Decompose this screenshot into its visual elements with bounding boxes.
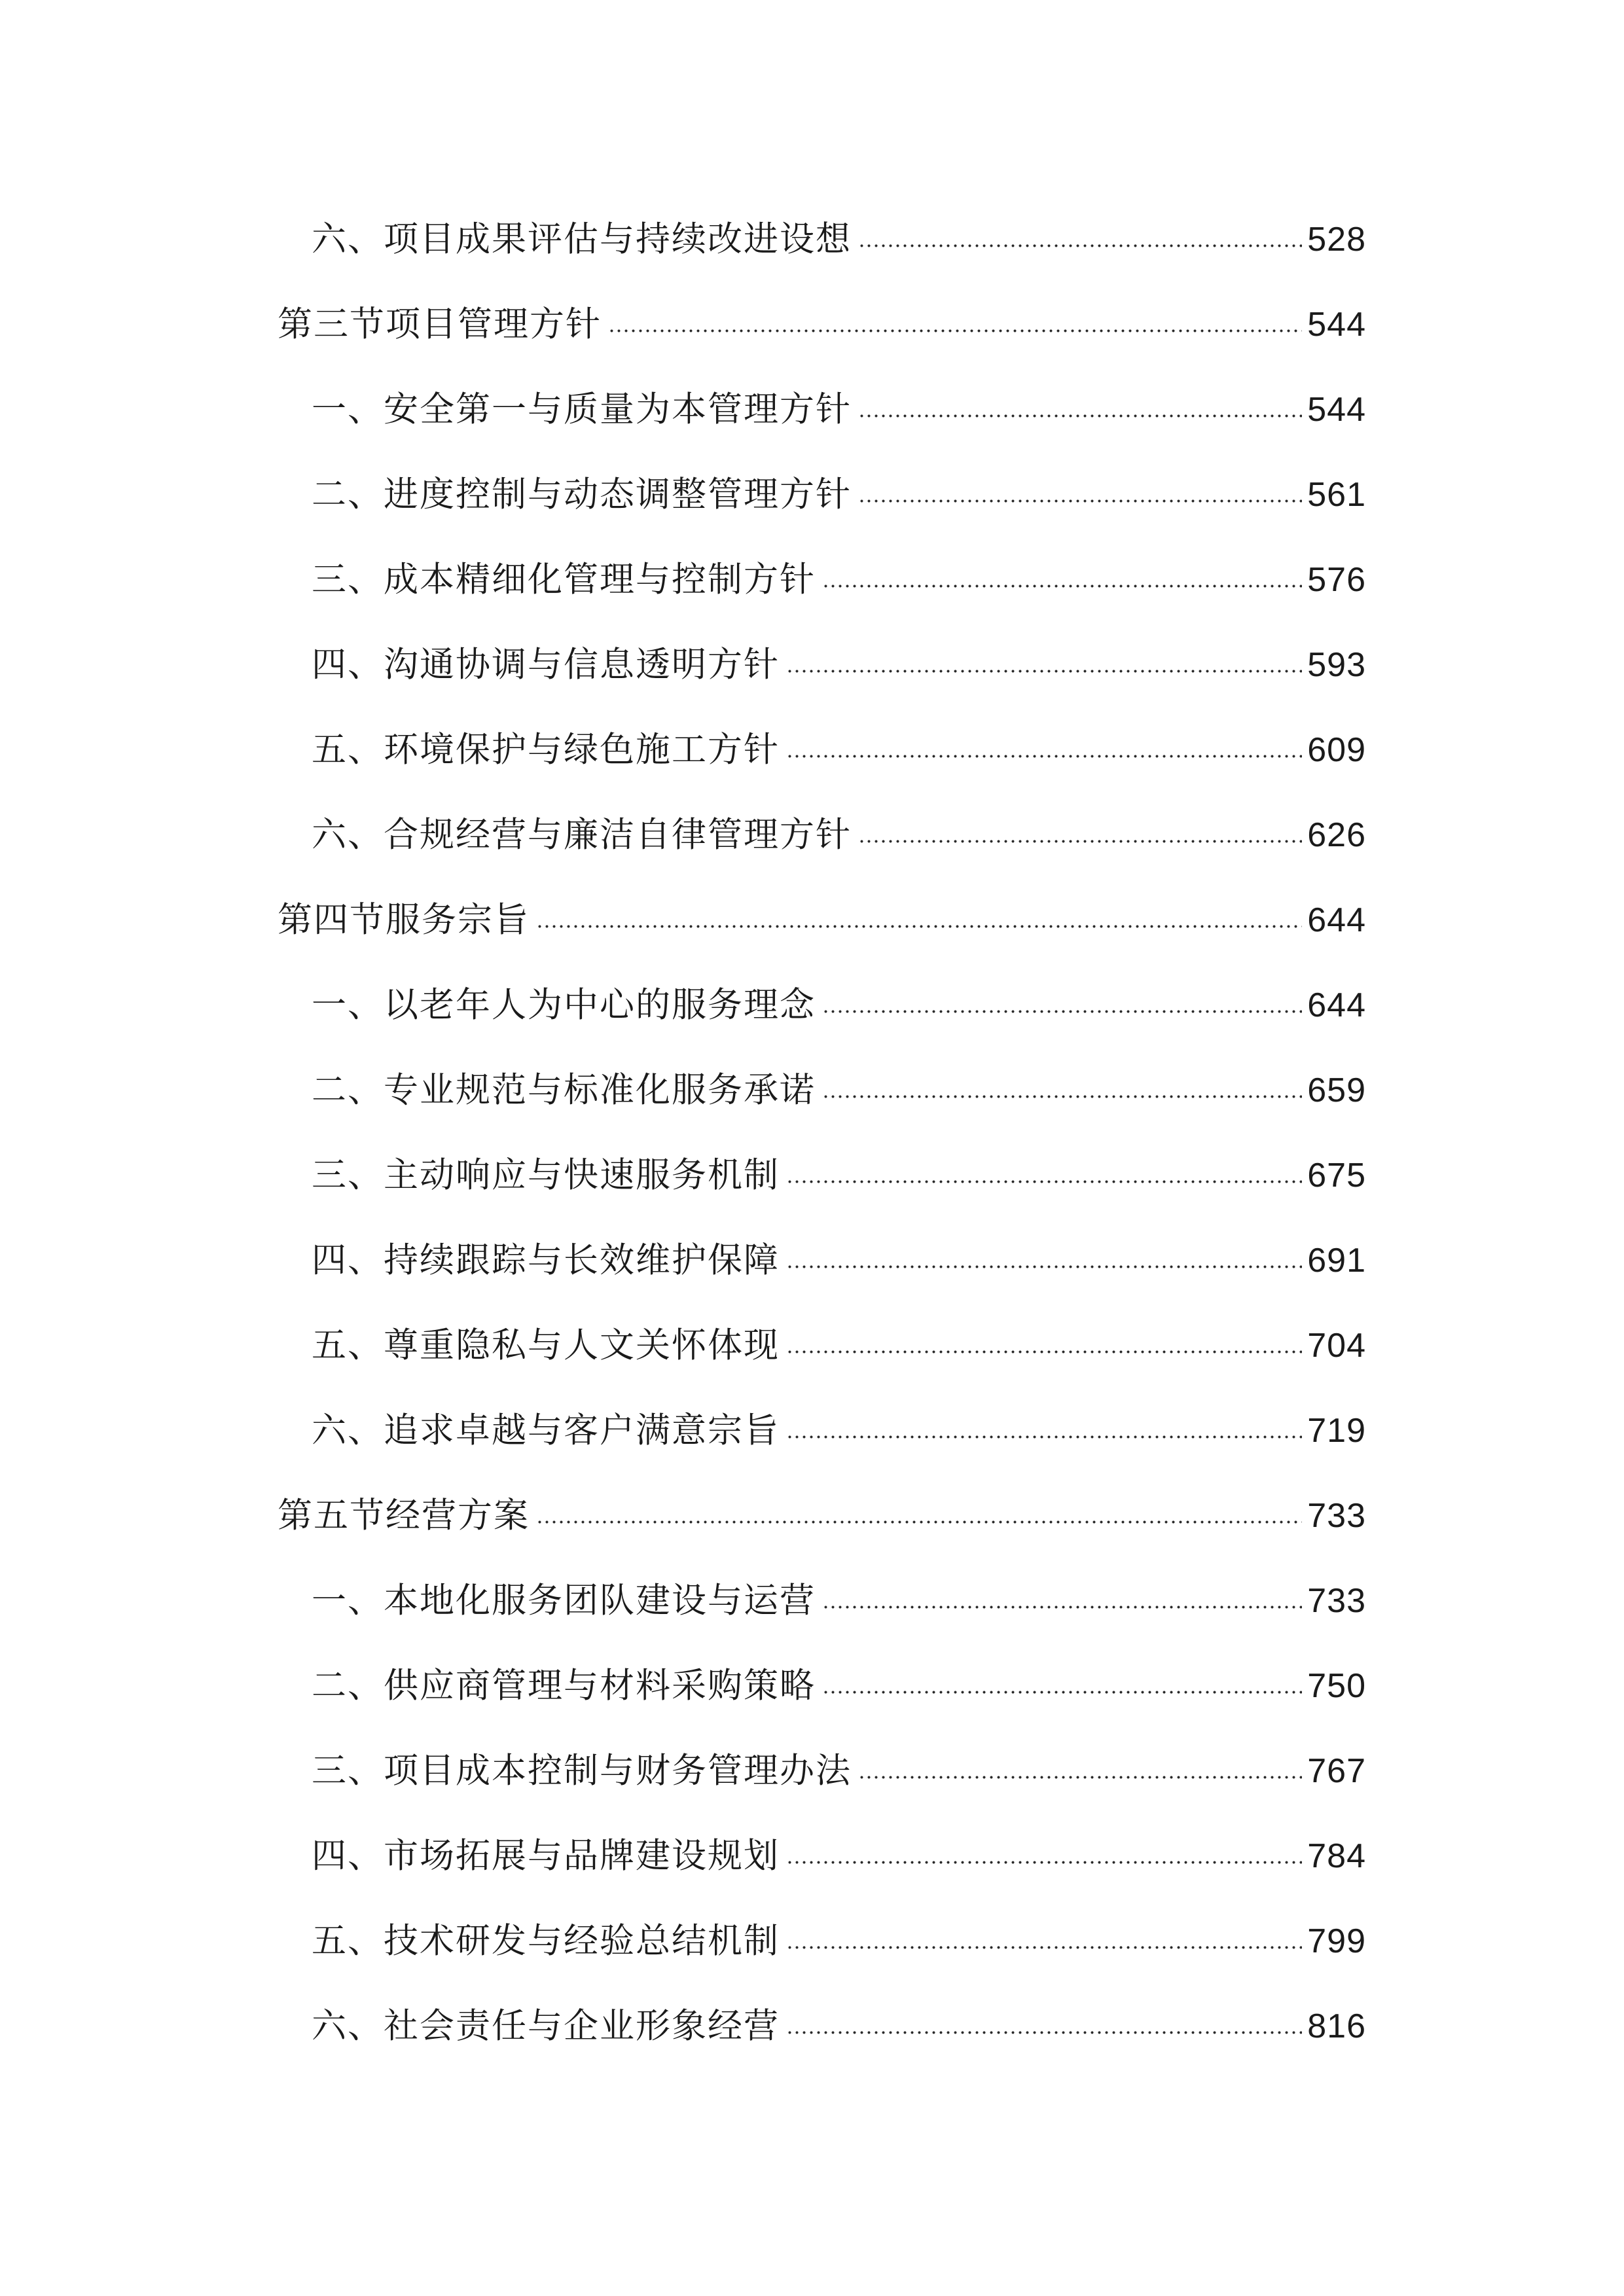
dot-leader: [536, 1520, 1302, 1524]
toc-entry-page: 733: [1307, 1582, 1366, 1620]
toc-entry-title: 二、供应商管理与材料采购策略: [312, 1666, 816, 1706]
toc-entry[interactable]: [312, 1915, 1366, 1967]
toc-entry[interactable]: [312, 979, 1366, 1031]
toc-entry-page: 799: [1307, 1922, 1366, 1960]
toc-entry-page: 528: [1307, 221, 1366, 259]
dot-leader: [858, 840, 1302, 843]
dot-leader: [786, 1861, 1302, 1864]
toc-entry-title: 四、持续跟踪与长效维护保障: [312, 1240, 780, 1280]
dot-leader: [786, 1946, 1302, 1949]
toc-entry[interactable]: [278, 298, 1366, 351]
toc-entry-page: 733: [1307, 1497, 1366, 1535]
dot-leader: [822, 1010, 1302, 1013]
toc-entry[interactable]: [312, 213, 1366, 266]
dot-leader: [786, 1265, 1302, 1268]
toc-entry[interactable]: [312, 1319, 1366, 1372]
toc-entry-page: 644: [1307, 986, 1366, 1024]
toc-entry-page: 704: [1307, 1327, 1366, 1365]
toc-entry[interactable]: [278, 1490, 1366, 1542]
toc-entry-page: 576: [1307, 561, 1366, 599]
toc-entry[interactable]: [312, 1405, 1366, 1457]
dot-leader: [786, 1435, 1302, 1439]
toc-entry-title: 二、进度控制与动态调整管理方针: [312, 475, 852, 514]
toc-entry-title: 二、专业规范与标准化服务承诺: [312, 1070, 816, 1110]
toc-entry[interactable]: [312, 1745, 1366, 1797]
toc-entry-title: 六、项目成果评估与持续改进设想: [312, 219, 852, 259]
toc-entry-title: 五、环境保护与绿色施工方针: [312, 730, 780, 770]
toc-entry-title: 五、技术研发与经验总结机制: [312, 1921, 780, 1961]
dot-leader: [786, 670, 1302, 673]
dot-leader: [786, 1350, 1302, 1354]
toc-entry[interactable]: [312, 639, 1366, 691]
dot-leader: [858, 244, 1302, 247]
toc-entry-page: 593: [1307, 646, 1366, 684]
dot-leader: [608, 329, 1302, 332]
toc-entry[interactable]: [312, 1064, 1366, 1117]
toc-entry-page: 644: [1307, 901, 1366, 939]
toc-entry-page: 691: [1307, 1242, 1366, 1280]
toc-entry-page: 675: [1307, 1157, 1366, 1194]
toc-entry-title: 六、合规经营与廉洁自律管理方针: [312, 815, 852, 855]
dot-leader: [858, 414, 1302, 418]
dot-leader: [786, 1180, 1302, 1183]
dot-leader: [858, 1776, 1302, 1779]
toc-entry[interactable]: [312, 1660, 1366, 1712]
toc-entry[interactable]: [312, 2000, 1366, 2053]
toc-entry-title: 一、本地化服务团队建设与运营: [312, 1581, 816, 1621]
dot-leader: [786, 2031, 1302, 2034]
toc-entry-page: 544: [1307, 391, 1366, 429]
toc-entry-page: 816: [1307, 2007, 1366, 2045]
toc-entry-page: 561: [1307, 476, 1366, 514]
toc-entry-title: 第三节项目管理方针: [278, 304, 602, 344]
toc-entry-title: 三、项目成本控制与财务管理办法: [312, 1751, 852, 1791]
dot-leader: [858, 499, 1302, 503]
toc-entry-page: 544: [1307, 306, 1366, 344]
dot-leader: [822, 1691, 1302, 1694]
dot-leader: [822, 1605, 1302, 1609]
toc-entry-page: 784: [1307, 1837, 1366, 1875]
toc-entry[interactable]: [312, 554, 1366, 606]
toc-entry-title: 四、沟通协调与信息透明方针: [312, 645, 780, 685]
toc-entry-title: 四、市场拓展与品牌建设规划: [312, 1836, 780, 1876]
toc-entry[interactable]: [312, 809, 1366, 861]
dot-leader: [536, 925, 1302, 928]
toc-entry-title: 五、尊重隐私与人文关怀体现: [312, 1325, 780, 1365]
toc-entry-title: 一、安全第一与质量为本管理方针: [312, 389, 852, 429]
toc-entry[interactable]: [312, 1830, 1366, 1882]
dot-leader: [822, 1095, 1302, 1098]
toc-entry[interactable]: [278, 894, 1366, 946]
toc-entry-page: 659: [1307, 1071, 1366, 1109]
toc-entry-page: 626: [1307, 816, 1366, 854]
toc-entry-title: 一、以老年人为中心的服务理念: [312, 985, 816, 1025]
toc-entry[interactable]: [312, 1575, 1366, 1627]
toc-entry[interactable]: [312, 724, 1366, 776]
toc-entry-page: 750: [1307, 1667, 1366, 1705]
toc-entry[interactable]: [312, 384, 1366, 436]
toc-entry-title: 第四节服务宗旨: [278, 900, 530, 940]
toc-entry[interactable]: [312, 1234, 1366, 1287]
dot-leader: [786, 755, 1302, 758]
toc-entry-title: 三、成本精细化管理与控制方针: [312, 560, 816, 600]
toc-entry-title: 三、主动响应与快速服务机制: [312, 1155, 780, 1195]
toc-entry-title: 第五节经营方案: [278, 1496, 530, 1535]
toc-entry-page: 719: [1307, 1412, 1366, 1450]
toc-entry-title: 六、追求卓越与客户满意宗旨: [312, 1410, 780, 1450]
dot-leader: [822, 584, 1302, 588]
toc-entry-page: 767: [1307, 1752, 1366, 1790]
toc-entry-page: 609: [1307, 731, 1366, 769]
toc-entry[interactable]: [312, 469, 1366, 521]
toc-entry-title: 六、社会责任与企业形象经营: [312, 2006, 780, 2046]
toc-entry[interactable]: [312, 1149, 1366, 1202]
